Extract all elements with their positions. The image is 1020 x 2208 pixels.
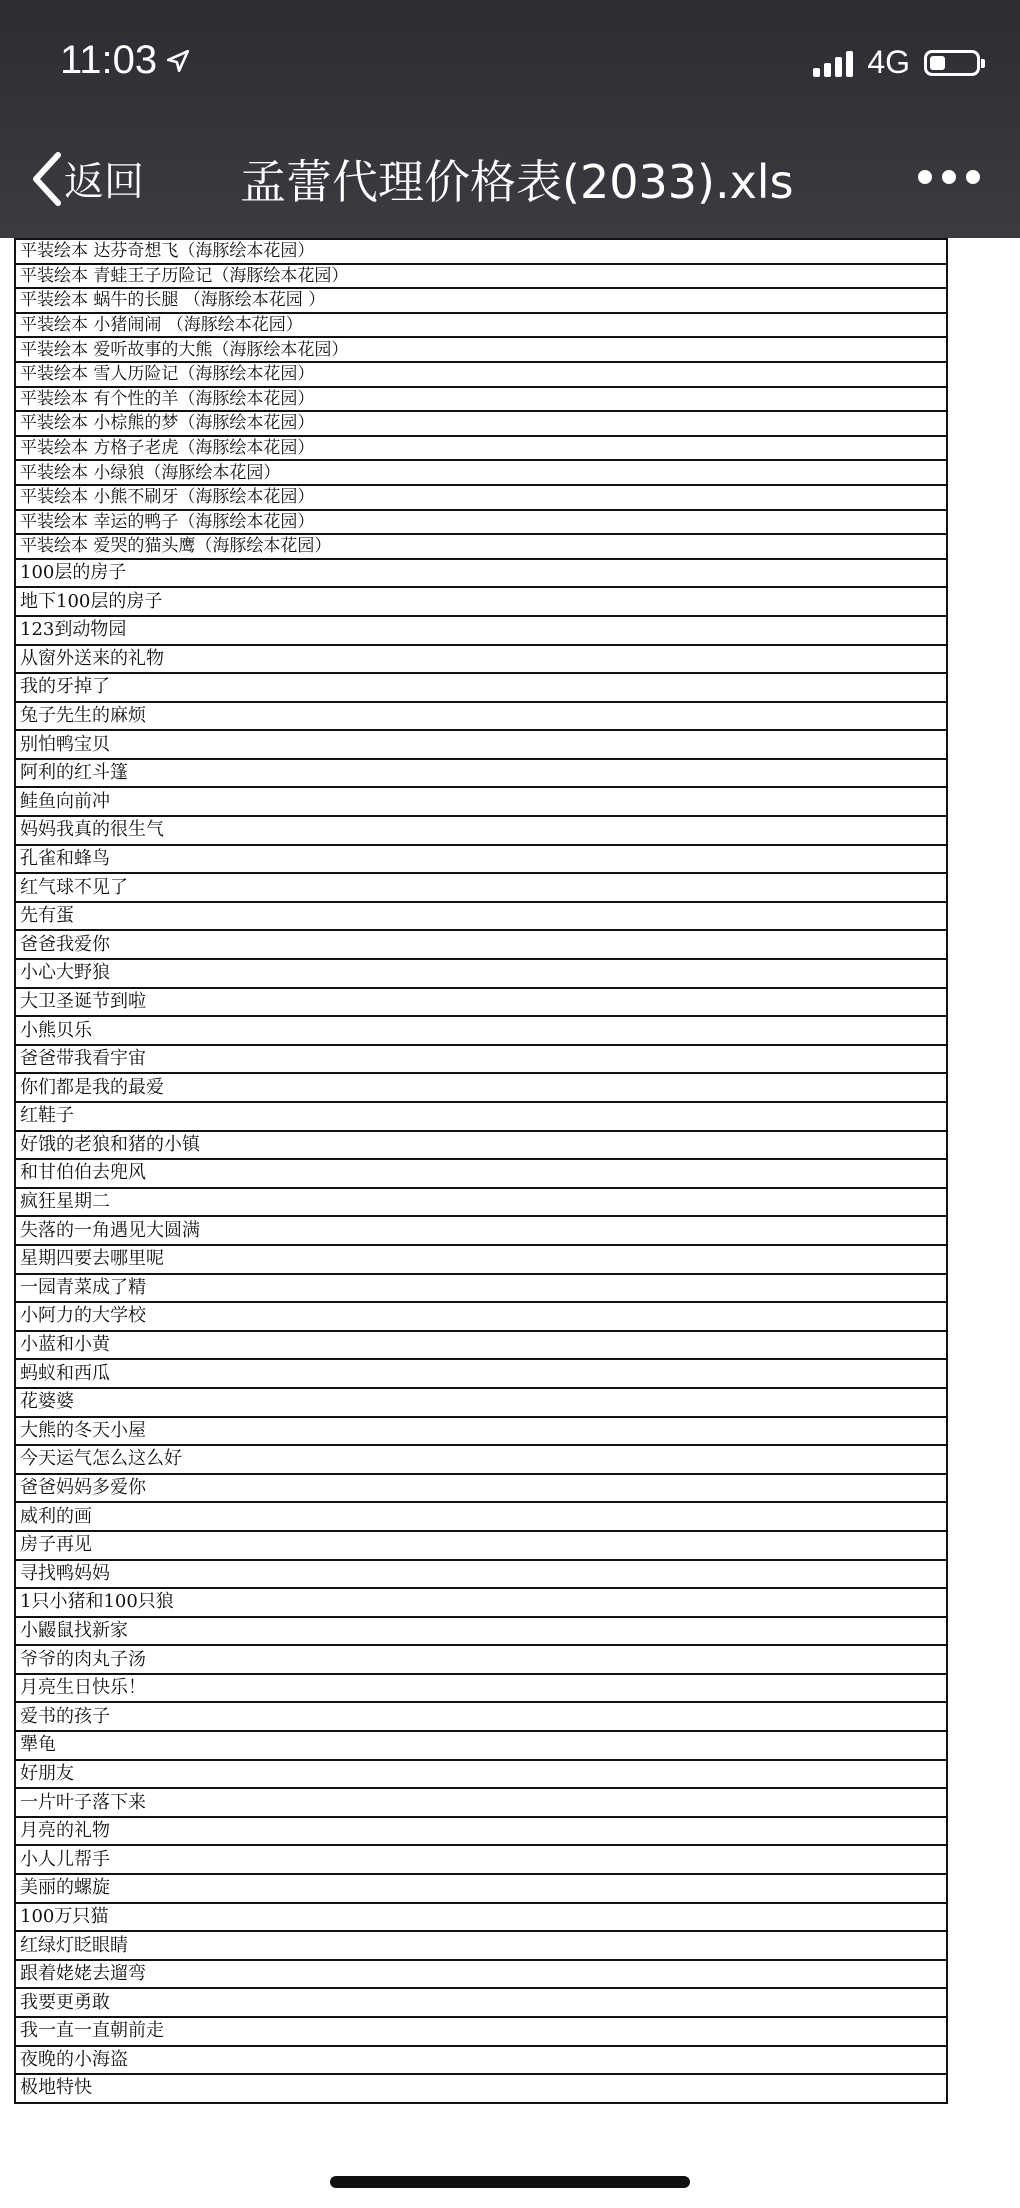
- table-row[interactable]: [15, 1216, 947, 1245]
- table-row[interactable]: [15, 1531, 947, 1560]
- table-cell[interactable]: 小熊贝乐: [15, 1016, 947, 1045]
- table-cell[interactable]: 和甘伯伯去兜风: [15, 1159, 947, 1188]
- table-cell[interactable]: 爱书的孩子: [15, 1702, 947, 1731]
- table-row[interactable]: [15, 1331, 947, 1360]
- table-row[interactable]: [15, 1845, 947, 1874]
- table-row[interactable]: [15, 702, 947, 731]
- table-row[interactable]: [15, 534, 947, 559]
- table-row[interactable]: [15, 1760, 947, 1789]
- table-row[interactable]: [15, 559, 947, 588]
- table-row[interactable]: [15, 436, 947, 461]
- table-cell[interactable]: 疯狂星期二: [15, 1188, 947, 1217]
- table-cell[interactable]: 房子再见: [15, 1531, 947, 1560]
- table-row[interactable]: [15, 1359, 947, 1388]
- table-row[interactable]: [15, 1988, 947, 2017]
- table-row[interactable]: [15, 1731, 947, 1760]
- table-cell[interactable]: 平装绘本 雪人历险记（海豚绘本花园）: [15, 362, 947, 387]
- table-row[interactable]: [15, 1102, 947, 1131]
- table-row[interactable]: [15, 1617, 947, 1646]
- table-row[interactable]: [15, 313, 947, 338]
- table-cell[interactable]: 平装绘本 爱哭的猫头鹰（海豚绘本花园）: [15, 534, 947, 559]
- table-cell[interactable]: 一园青菜成了精: [15, 1274, 947, 1303]
- table-row[interactable]: [15, 1502, 947, 1531]
- table-row[interactable]: [15, 362, 947, 387]
- spreadsheet-view[interactable]: [14, 238, 948, 2104]
- table-row[interactable]: [15, 645, 947, 674]
- table-row[interactable]: [15, 1702, 947, 1731]
- table-cell[interactable]: 一片叶子落下来: [15, 1788, 947, 1817]
- table-cell[interactable]: 小心大野狼: [15, 959, 947, 988]
- table-row[interactable]: [15, 460, 947, 485]
- table-cell[interactable]: 平装绘本 蜗牛的长腿 （海豚绘本花园 ）: [15, 288, 947, 313]
- table-cell[interactable]: 寻找鸭妈妈: [15, 1560, 947, 1589]
- back-button[interactable]: [28, 150, 144, 207]
- table-row[interactable]: [15, 387, 947, 412]
- page-title: 孟蕾代理价格表(2033).xls: [240, 155, 794, 209]
- table-row[interactable]: [15, 1931, 947, 1960]
- table-cell[interactable]: 小蓝和小黄: [15, 1331, 947, 1360]
- table-row[interactable]: [15, 264, 947, 289]
- table-row[interactable]: [15, 1674, 947, 1703]
- table-cell[interactable]: 平装绘本 小棕熊的梦（海豚绘本花园）: [15, 411, 947, 436]
- table-row[interactable]: [15, 1788, 947, 1817]
- network-type: 4G: [867, 44, 910, 80]
- table-row[interactable]: [15, 1874, 947, 1903]
- table-cell[interactable]: 1只小猪和100只狼: [15, 1588, 947, 1617]
- table-cell[interactable]: 爸爸我爱你: [15, 930, 947, 959]
- table-cell[interactable]: 大卫圣诞节到啦: [15, 988, 947, 1017]
- table-cell[interactable]: 平装绘本 小熊不刷牙（海豚绘本花园）: [15, 485, 947, 510]
- top-bar: [0, 0, 1020, 238]
- table-row[interactable]: [15, 239, 947, 264]
- table-cell[interactable]: 今天运气怎么这么好: [15, 1445, 947, 1474]
- table-cell[interactable]: 月亮生日快乐！: [15, 1674, 947, 1703]
- back-label: 返回: [64, 159, 144, 205]
- table-cell[interactable]: 好朋友: [15, 1760, 947, 1789]
- chevron-left-icon: [28, 151, 64, 207]
- table-row[interactable]: [15, 1960, 947, 1989]
- table-row[interactable]: [15, 902, 947, 931]
- table-row[interactable]: [15, 816, 947, 845]
- table-row[interactable]: [15, 485, 947, 510]
- table-cell[interactable]: 别怕鸭宝贝: [15, 730, 947, 759]
- table-row[interactable]: [15, 873, 947, 902]
- table-row[interactable]: [15, 1016, 947, 1045]
- table-cell[interactable]: 鲑鱼向前冲: [15, 787, 947, 816]
- table-row[interactable]: [15, 1645, 947, 1674]
- table-cell[interactable]: 红气球不见了: [15, 873, 947, 902]
- table-row[interactable]: [15, 1474, 947, 1503]
- status-time: [60, 38, 191, 83]
- table-row[interactable]: [15, 1445, 947, 1474]
- table-cell[interactable]: 星期四要去哪里呢: [15, 1245, 947, 1274]
- home-indicator[interactable]: [330, 2176, 690, 2188]
- table-row[interactable]: [15, 759, 947, 788]
- table-row[interactable]: [15, 1045, 947, 1074]
- signal-bars-icon: [813, 49, 853, 77]
- table-row[interactable]: [15, 787, 947, 816]
- table-cell[interactable]: 妈妈我真的很生气: [15, 816, 947, 845]
- table-row[interactable]: [15, 1388, 947, 1417]
- table-cell[interactable]: 爷爷的肉丸子汤: [15, 1645, 947, 1674]
- table-row[interactable]: [15, 730, 947, 759]
- table-cell[interactable]: 123到动物园: [15, 616, 947, 645]
- table-cell[interactable]: 从窗外送来的礼物: [15, 645, 947, 674]
- table-cell[interactable]: 极地特快: [15, 2074, 947, 2103]
- table-cell[interactable]: 爸爸妈妈多爱你: [15, 1474, 947, 1503]
- location-arrow-icon: [165, 48, 191, 74]
- table-cell[interactable]: 平装绘本 幸运的鸭子（海豚绘本花园）: [15, 510, 947, 535]
- table-cell[interactable]: 爸爸带我看宇宙: [15, 1045, 947, 1074]
- table-row[interactable]: [15, 288, 947, 313]
- table-row[interactable]: [15, 1903, 947, 1932]
- table-cell[interactable]: 兔子先生的麻烦: [15, 702, 947, 731]
- table-cell[interactable]: 红鞋子: [15, 1102, 947, 1131]
- table-cell[interactable]: 月亮的礼物: [15, 1817, 947, 1846]
- table-cell[interactable]: 美丽的螺旋: [15, 1874, 947, 1903]
- table-row[interactable]: [15, 1417, 947, 1446]
- table-cell[interactable]: 大熊的冬天小屋: [15, 1417, 947, 1446]
- table-cell[interactable]: 小鼹鼠找新家: [15, 1617, 947, 1646]
- table-row[interactable]: [15, 510, 947, 535]
- table-cell[interactable]: 好饿的老狼和猪的小镇: [15, 1131, 947, 1160]
- table-row[interactable]: [15, 2017, 947, 2046]
- table-row[interactable]: [15, 988, 947, 1017]
- table-row[interactable]: [15, 1817, 947, 1846]
- table-cell[interactable]: 失落的一角遇见大圆满: [15, 1216, 947, 1245]
- table-cell[interactable]: 我一直一直朝前走: [15, 2017, 947, 2046]
- table-row[interactable]: [15, 1245, 947, 1274]
- table-cell[interactable]: 跟着姥姥去遛弯: [15, 1960, 947, 1989]
- table-cell[interactable]: 平装绘本 达芬奇想飞（海豚绘本花园）: [15, 239, 947, 264]
- table-cell[interactable]: 地下100层的房子: [15, 587, 947, 616]
- table-row[interactable]: [15, 1131, 947, 1160]
- table-row[interactable]: [15, 673, 947, 702]
- table-cell[interactable]: 我的牙掉了: [15, 673, 947, 702]
- table-cell[interactable]: 阿利的红斗篷: [15, 759, 947, 788]
- table-cell[interactable]: 100万只猫: [15, 1903, 947, 1932]
- table-cell[interactable]: 犟龟: [15, 1731, 947, 1760]
- table-cell[interactable]: 平装绘本 方格子老虎（海豚绘本花园）: [15, 436, 947, 461]
- table-row[interactable]: [15, 845, 947, 874]
- table-row[interactable]: [15, 930, 947, 959]
- table-cell[interactable]: 平装绘本 小猪闹闹 （海豚绘本花园）: [15, 313, 947, 338]
- table-row[interactable]: [15, 1274, 947, 1303]
- table-cell[interactable]: 平装绘本 爱听故事的大熊（海豚绘本花园）: [15, 337, 947, 362]
- table-row[interactable]: [15, 587, 947, 616]
- sheet-table: [14, 238, 948, 2104]
- battery-level: [930, 56, 945, 70]
- table-cell[interactable]: 先有蛋: [15, 902, 947, 931]
- table-row[interactable]: [15, 337, 947, 362]
- table-cell[interactable]: 100层的房子: [15, 559, 947, 588]
- table-cell[interactable]: 平装绘本 青蛙王子历险记（海豚绘本花园）: [15, 264, 947, 289]
- table-cell[interactable]: 你们都是我的最爱: [15, 1073, 947, 1102]
- table-cell[interactable]: 威利的画: [15, 1502, 947, 1531]
- table-cell[interactable]: 孔雀和蜂鸟: [15, 845, 947, 874]
- status-time-text: 11:03: [60, 38, 158, 82]
- table-cell[interactable]: 小阿力的大学校: [15, 1302, 947, 1331]
- table-cell[interactable]: 小人儿帮手: [15, 1845, 947, 1874]
- battery-icon: [924, 50, 980, 76]
- status-indicators: [813, 44, 980, 81]
- table-cell[interactable]: 我要更勇敢: [15, 1988, 947, 2017]
- table-cell[interactable]: 红绿灯眨眼睛: [15, 1931, 947, 1960]
- table-cell[interactable]: 蚂蚁和西瓜: [15, 1359, 947, 1388]
- table-cell[interactable]: 平装绘本 小绿狼（海豚绘本花园）: [15, 460, 947, 485]
- table-row[interactable]: [15, 2046, 947, 2075]
- table-row[interactable]: [15, 1188, 947, 1217]
- table-row[interactable]: [15, 959, 947, 988]
- table-cell[interactable]: 平装绘本 有个性的羊（海豚绘本花园）: [15, 387, 947, 412]
- more-dots-icon[interactable]: [918, 170, 980, 184]
- table-row[interactable]: [15, 1302, 947, 1331]
- table-cell[interactable]: 夜晚的小海盗: [15, 2046, 947, 2075]
- table-row[interactable]: [15, 1560, 947, 1589]
- table-row[interactable]: [15, 1159, 947, 1188]
- table-row[interactable]: [15, 616, 947, 645]
- table-row[interactable]: [15, 1588, 947, 1617]
- table-row[interactable]: [15, 1073, 947, 1102]
- table-row[interactable]: [15, 2074, 947, 2103]
- table-row[interactable]: [15, 411, 947, 436]
- table-cell[interactable]: 花婆婆: [15, 1388, 947, 1417]
